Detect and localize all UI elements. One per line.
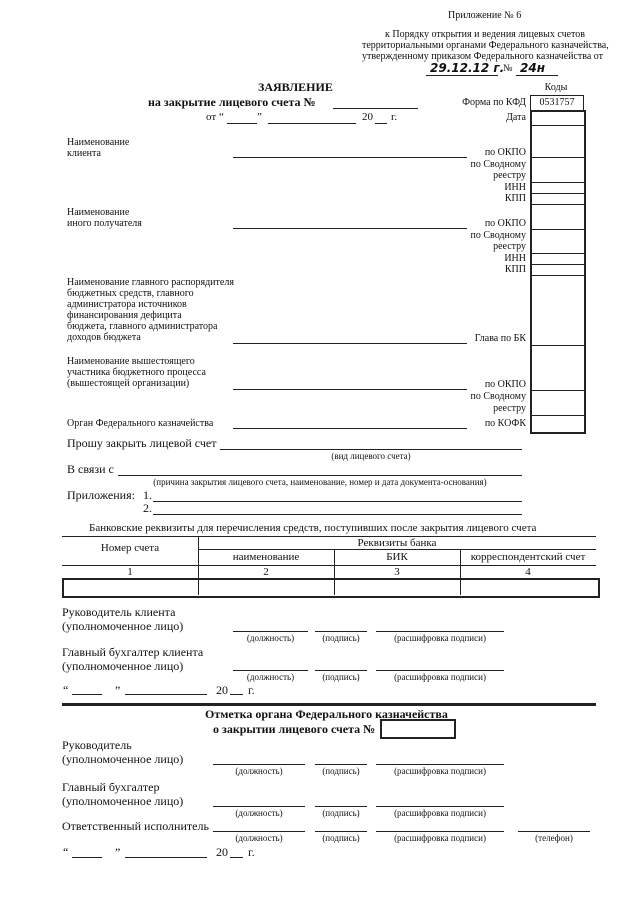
treasury-label: Орган Федерального казначейства xyxy=(67,418,214,429)
chief-acc-client-label: Главный бухгалтер клиента xyxy=(62,645,204,659)
head-decoding-field[interactable] xyxy=(376,631,504,632)
tm-head-signature-field[interactable] xyxy=(315,764,367,765)
client-sign-month-field[interactable] xyxy=(125,694,207,695)
section-separator xyxy=(62,703,596,706)
other-recipient-field[interactable] xyxy=(233,228,467,229)
header-line-1: к Порядку открытия и ведения лицевых счетов xyxy=(385,29,586,40)
document-title: ЗАЯВЛЕНИЕ xyxy=(258,80,333,94)
tm-exec-position-field[interactable] xyxy=(213,831,305,832)
codes-column xyxy=(530,110,586,434)
head-client-label: Руководитель клиента xyxy=(62,605,176,619)
head-position-field[interactable] xyxy=(233,631,308,632)
month-field[interactable] xyxy=(268,123,356,124)
order-date-handwritten: 29.12.12 г. xyxy=(430,61,505,75)
col-account-number: Номер счета xyxy=(100,542,160,554)
closed-account-number-box[interactable] xyxy=(380,719,456,739)
col-bank-details: Реквизиты банка xyxy=(357,537,437,549)
order-no-handwritten: 24н xyxy=(520,61,545,75)
superior-name-field[interactable] xyxy=(233,389,467,390)
client-sign-year-field[interactable] xyxy=(230,694,243,695)
chief-acc-decoding-field[interactable] xyxy=(376,670,504,671)
treasury-mark-subtitle: о закрытии лицевого счета № xyxy=(213,722,376,736)
tm-day-field[interactable] xyxy=(72,857,102,858)
client-sign-day-field[interactable] xyxy=(72,694,102,695)
codes-header: Коды xyxy=(544,82,568,93)
client-name-field[interactable] xyxy=(233,157,467,158)
chief-acc-position-field[interactable] xyxy=(233,670,308,671)
form-code-value: 0531757 xyxy=(539,97,575,108)
year-field[interactable] xyxy=(375,123,387,124)
document-subtitle: на закрытие лицевого счета № xyxy=(148,95,316,109)
order-no-label: № xyxy=(503,63,513,74)
attachment-1-field[interactable] xyxy=(153,501,522,502)
attachment-2-field[interactable] xyxy=(153,514,522,515)
tm-head-position-field[interactable] xyxy=(213,764,305,765)
tm-head-decoding-field[interactable] xyxy=(376,764,504,765)
client-label-2: клиента xyxy=(67,148,101,159)
from-label: от xyxy=(206,111,217,123)
treasury-mark-title: Отметка органа Федерального казначейства xyxy=(205,707,448,721)
tm-exec-decoding-field[interactable] xyxy=(376,831,504,832)
close-account-label: Прошу закрыть лицевой счет xyxy=(67,436,217,450)
other-label-2: иного получателя xyxy=(67,218,142,229)
tm-chief-position-field[interactable] xyxy=(213,806,305,807)
tm-year-field[interactable] xyxy=(230,857,243,858)
bank-table-caption: Банковские реквизиты для перечисления средств, поступивших после закрытия лицевого счета xyxy=(89,522,537,534)
date-code-label: Дата xyxy=(506,112,526,123)
header-line-3: утвержденному приказом Федерального казначейства от xyxy=(362,51,604,62)
reason-field[interactable] xyxy=(118,475,522,476)
reason-label: В связи с xyxy=(67,462,114,476)
bank-data-row[interactable] xyxy=(62,578,600,598)
client-label-1: Наименование xyxy=(67,137,130,148)
appendix-label: Приложение № 6 xyxy=(448,10,522,21)
manager-name-field[interactable] xyxy=(233,343,467,344)
tm-exec-signature-field[interactable] xyxy=(315,831,367,832)
treasury-field[interactable] xyxy=(233,428,467,429)
tm-month-field[interactable] xyxy=(125,857,207,858)
chief-acc-signature-field[interactable] xyxy=(315,670,367,671)
day-field[interactable] xyxy=(227,123,257,124)
tm-exec-phone-field[interactable] xyxy=(518,831,590,832)
other-label-1: Наименование xyxy=(67,207,130,218)
form-kfd-label: Форма по КФД xyxy=(462,97,526,108)
tm-chief-signature-field[interactable] xyxy=(315,806,367,807)
head-signature-field[interactable] xyxy=(315,631,367,632)
attachments-label: Приложения: xyxy=(67,488,135,502)
executor-label: Ответственный исполнитель xyxy=(62,819,209,833)
header-line-2: территориальными органами Федерального казначейства, xyxy=(362,40,609,51)
tm-chief-decoding-field[interactable] xyxy=(376,806,504,807)
account-type-field[interactable] xyxy=(220,449,522,450)
